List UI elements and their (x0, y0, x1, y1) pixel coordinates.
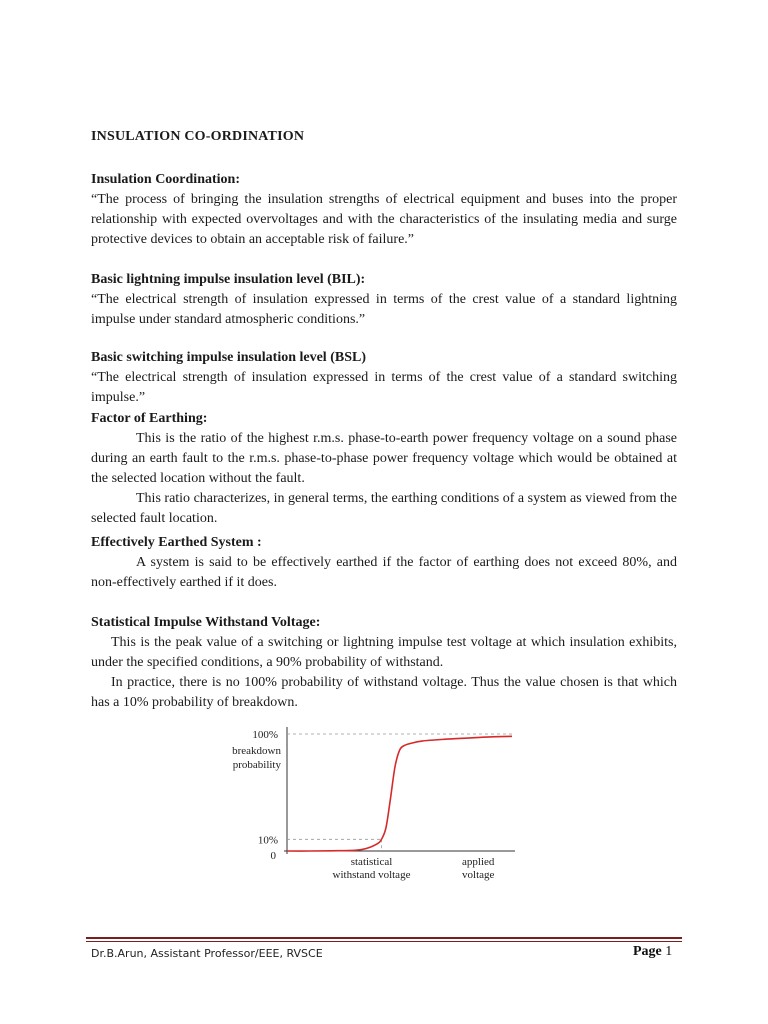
y-tick-label-0: 0 (270, 850, 276, 862)
section-heading: Basic lightning impulse insulation level (BIL): (91, 272, 366, 287)
section-insulation-coordination (91, 170, 677, 250)
section-heading: Effectively Earthed System : (91, 535, 262, 550)
section-heading: Factor of Earthing: (91, 411, 208, 426)
section-paragraph: This is the peak value of a switching or lightning impulse test voltage at which insulation exhibits, under the specified conditions, a 90% probability of withstand. (91, 635, 677, 670)
section-factor-of-earthing (91, 409, 677, 529)
section-text: “The process of bringing the insulation strengths of electrical equipment and buses into the proper relationship with expected overvoltages and with the characteristics of the insulating media and surge protective devices to obtain an acceptable risk of failure.” (91, 192, 677, 247)
section-statistical-withstand (91, 613, 677, 713)
page-title: INSULATION CO-ORDINATION (91, 129, 305, 144)
footer-author: Dr.B.Arun, Assistant Professor/EEE, RVSCE (91, 947, 323, 960)
page-label: Page (633, 944, 662, 959)
section-text: A system is said to be effectively earthed if the factor of earthing does not exceed 80%, and non-effectively earthed if it does. (91, 555, 677, 590)
section-paragraph: In practice, there is no 100% probability of withstand voltage. Thus the value chosen is that which has a 10% probability of breakdown. (91, 675, 677, 710)
section-heading: Insulation Coordination: (91, 172, 240, 187)
section-text: “The electrical strength of insulation expressed in terms of the crest value of a standard lightning impulse under standard atmospheric conditions.” (91, 292, 677, 327)
section-bsl (91, 348, 677, 408)
x-axis-label-line1: applied (462, 856, 495, 868)
annotation-label-line1: statistical (350, 856, 393, 868)
section-heading: Basic switching impulse insulation level (BSL) (91, 350, 366, 365)
section-paragraph: This ratio characterizes, in general terms, the earthing conditions of a system as viewed from the selected fault location. (91, 491, 677, 526)
section-effectively-earthed (91, 533, 677, 593)
footer-rule (86, 937, 682, 939)
annotation-label-line2: withstand voltage (332, 869, 411, 881)
footer-rule-thin (86, 941, 682, 942)
section-bil (91, 270, 677, 330)
page-number (633, 944, 672, 960)
x-axis-label-line2: voltage (462, 869, 495, 881)
series-line-0 (287, 736, 512, 851)
section-paragraph: This is the ratio of the highest r.m.s. phase-to-earth power frequency voltage on a sound phase during an earth fault to the r.m.s. phase-to-phase power frequency voltage which would be obtained at the selected location without the fault. (91, 431, 677, 486)
y-tick-label-10: 10% (257, 834, 278, 847)
page-number-value: 1 (665, 944, 673, 959)
section-heading: Statistical Impulse Withstand Voltage: (91, 615, 321, 630)
y-tick-label-100: 100% (252, 729, 278, 741)
section-text: “The electrical strength of insulation expressed in terms of the crest value of a standard switching impulse.” (91, 370, 677, 405)
y-axis-label-line2: probability (232, 759, 281, 771)
y-axis-label-line1: breakdown (232, 745, 281, 757)
